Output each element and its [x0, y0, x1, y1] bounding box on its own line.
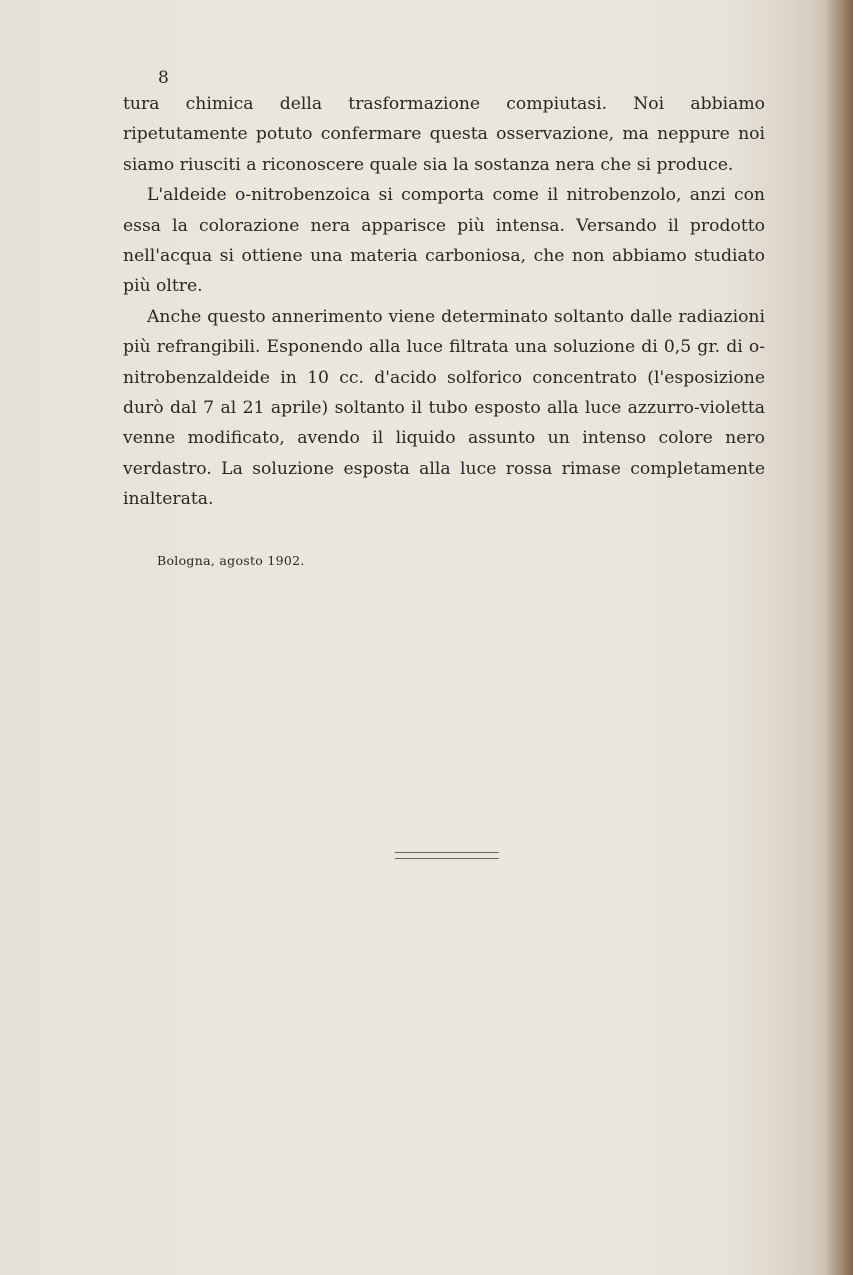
paragraph-aldeide: L'aldeide o-nitrobenzoica si comporta come il nitrobenzolo, anzi con essa la colorazione nera apparisce più intensa. Versando il prodotto nell'acqua si ottiene una materia carboniosa, che non abbiamo studiato più oltre.	[123, 185, 765, 297]
section-end-rule	[395, 852, 499, 859]
place-date-signature: Bologna, agosto 1902.	[157, 553, 305, 568]
paragraph-annerimento: Anche questo annerimento viene determinato soltanto dalle radiazioni più refrangibili. Esponendo alla luce filtrata una soluzione di 0,5 gr. di o-nitrobenzaldeide in 10 cc. d'acido solforico concentrato (l'esposizione durò dal 7 al 21 aprile) soltanto il tubo esposto alla luce azzurro-violetta venne modificato, avendo il liquido assunto un intenso colore nero verdastro. La soluzione esposta alla luce rossa rimase completamente inalterata.	[123, 306, 765, 510]
body-text	[123, 89, 765, 515]
page-number: 8	[158, 68, 169, 88]
paragraph-continuation: tura chimica della trasformazione compiutasi. Noi abbiamo ripetutamente potuto confermare questa osservazione, ma neppure noi siamo riusciti a riconoscere quale sia la sostanza nera che si produce.	[123, 94, 765, 175]
